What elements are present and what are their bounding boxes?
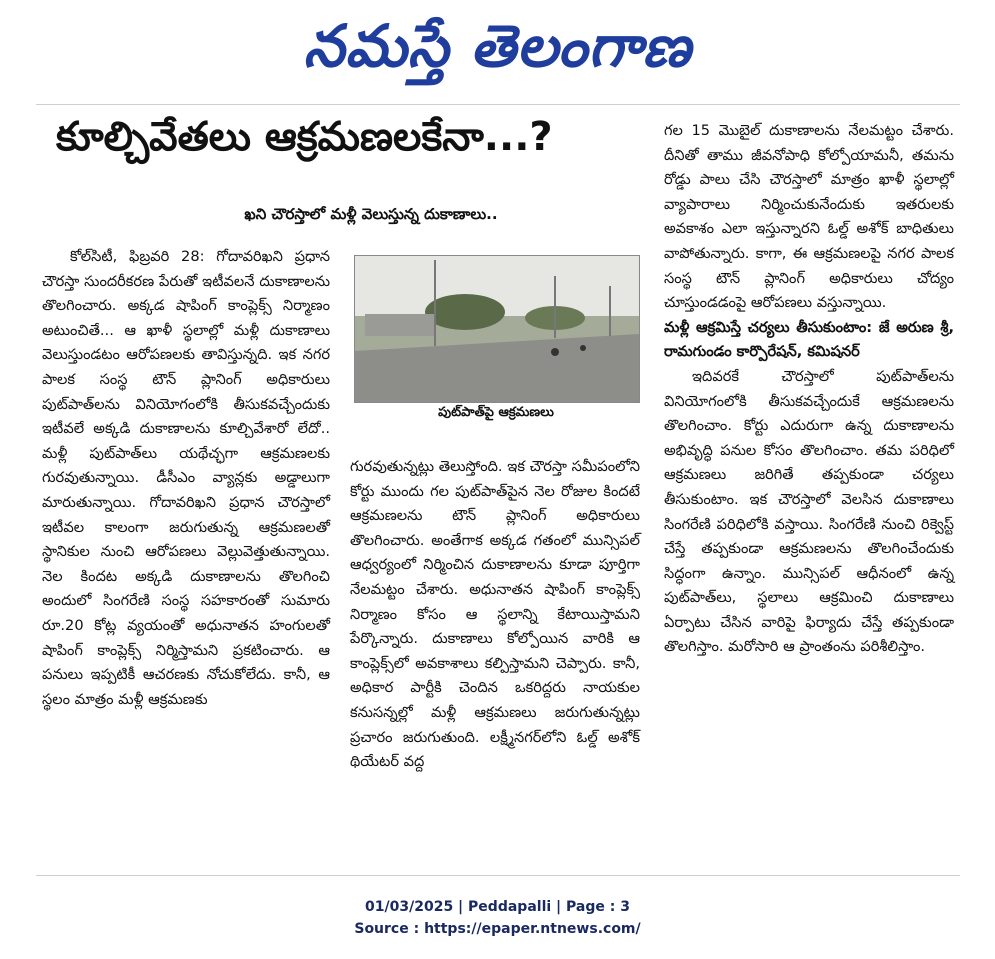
column-3-text-2: ఇదివరకే చౌరస్తాలో పుట్‌పాత్‌లను వినియోగంలోకి తీసుకవచ్చేందుకే ఆక్రమణలను తొలగించాం. కోర్టు ఎదురుగా ఉన్న దుకాణాలను అభివృద్ధి పనుల కోసం తొలగించాం. తమ పరిధిలో ఆక్రమణలు జరిగితే తప్పకుండా చర్యలు తీసుకుంటాం. ఇక చౌరస్తాలో వెలసిన దుకాణాలు సింగరేణి పరిధిలోకి వస్తాయి. సింగరేణి నుంచి రిక్వెస్ట్ చేస్తే తప్పకుండా ఆక్రమణలను తొలగించేందుకు సిద్ధంగా ఉన్నాం. మున్సిపల్ ఆధీనంలో ఉన్న పుట్‌పాత్‌లు, స్థలాలు ఆక్రమించి దుకాణాలు ఏర్పాటు చేసిన వారిపై ఫిర్యాదు చేస్తే తప్పకుండా తొలగిస్తాం. మరోసారి ఆ ప్రాంతంను పరిశీలిస్తాం. bbox=[664, 367, 954, 656]
photo-stalls bbox=[365, 314, 435, 336]
photo-caption: పుట్‌పాత్‌పై ఆక్రమణలు bbox=[438, 405, 554, 420]
footer bbox=[0, 896, 995, 940]
masthead bbox=[0, 6, 995, 86]
photo-bike-2 bbox=[580, 345, 586, 351]
footer-source: Source : https://epaper.ntnews.com/ bbox=[354, 921, 641, 937]
street-photo-image bbox=[355, 256, 639, 402]
column-1 bbox=[42, 245, 330, 712]
column-3-text-1: గల 15 మొబైల్ దుకాణాలను నేలమట్టం చేశారు. దీనితో తాము జీవనోపాధి కోల్పోయామనీ, తమను రోడ్డు పాలు చేసి చౌరస్తాలో మాత్రం ఖాళీ స్థలాల్లో వ్యాపారాలు నిర్మించుకునేందుకు ఇతరులకు అవకాశం ఎలా ఇస్తున్నారని ఓల్డ్ అశోక్ బాధితులు వాపోతున్నారు. కాగా, ఈ ఆక్రమణలపై నగర పాలక సంస్థ టౌన్ ప్లానింగ్ అధికారులు చోద్యం చూస్తుండడంపై ఆరోపణలు వస్తున్నాయి. bbox=[664, 122, 954, 312]
photo-tree bbox=[425, 294, 505, 330]
newspaper-title: నమస్తే తెలంగాణ bbox=[303, 12, 692, 80]
column-3 bbox=[664, 119, 954, 660]
footer-date-edition: 01/03/2025 | Peddapalli | Page : 3 bbox=[365, 899, 630, 915]
commissioner-quote-heading: మళ్లీ ఆక్రమిస్తే చర్యలు తీసుకుంటాం: జే అరుణ శ్రీ, రామగుండం కార్పొరేషన్, కమిషనర్ bbox=[664, 318, 954, 361]
column-1-text: కోల్‌సిటీ, ఫిబ్రవరి 28: గోదావరిఖని ప్రధాన చౌరస్తా సుందరీకరణ పేరుతో ఇటీవలనే దుకాణాలను తొలగించారు. అక్కడ షాపింగ్ కాంప్లెక్స్ నిర్మాణం అటుంచితే... ఆ ఖాళీ స్థలాల్లో మళ్లీ దుకాణాలు వెలుస్తుండటం ఆరోపణలకు తావిస్తున్నది. ఇక నగర పాలక సంస్థ టౌన్ ప్లానింగ్ అధికారులు పుట్‌పాత్‌లను వినియోగంలోకి తీసుకవచ్చేందుకు ఇటీవలే అక్కడి దుకాణాలను కూల్చివేశారో లేదో.. మళ్లీ పుట్‌పాత్‌లు యథేచ్ఛగా ఆక్రమణలకు గురవుతున్నాయి. డీసీఎం వ్యాన్లకు అడ్డాలుగా మారుతున్నాయి. గోదావరిఖని ప్రధాన చౌరస్తాలో ఇటీవల కాలంగా జరుగుతున్న ఆక్రమణలతో స్థానికుల నుంచి ఆరోపణలు వెల్లువెత్తుతున్నాయి. నెల కిందట అక్కడి దుకాణాలను తొలగించి అందులో సింగరేణి సంస్థ సహకారంతో సుమారు రూ.20 కోట్ల వ్యయంతో అధునాతన హంగులతో షాపింగ్ కాంప్లెక్స్ నిర్మిస్తామని ప్రకటించారు. ఆ పనులు ఇప్పటికీ ఆచరణకు నోచుకోలేదు. కానీ, ఆ స్థలం మాత్రం మళ్లీ ఆక్రమణకు bbox=[42, 248, 330, 708]
subheadline: ఖని చౌరస్తాలో మళ్లీ వెలుస్తున్న దుకాణాలు.. bbox=[244, 205, 498, 223]
news-photo bbox=[354, 255, 640, 403]
article-clip bbox=[36, 104, 960, 876]
column-2 bbox=[350, 455, 640, 775]
column-2-text: గురవుతున్నట్లు తెలుస్తోంది. ఇక చౌరస్తా సమీపంలోని కోర్టు ముందు గల పుట్‌పాత్‌పైన నెల రోజుల కిందటే ఆక్రమణలను టౌన్ ప్లానింగ్ అధికారులు తొలగించారు. అంతేగాక అక్కడ గతంలో మున్సిపల్ ఆధ్వర్యంలో నిర్మించిన దుకాణాలను కూడా పూర్తిగా నేలమట్టం చేశారు. అధునాతన షాపింగ్ కాంప్లెక్స్ నిర్మాణం కోసం ఆ స్థలాన్ని కేటాయిస్తామని పేర్కొన్నారు. దుకాణాలు కోల్పోయిన వారికి ఆ కాంప్లెక్స్‌లో అవకాశాలు కల్పిస్తామని చెప్పారు. కానీ, అధికార పార్టీకి చెందిన ఒకరిద్దరు నాయకుల కనుసన్నల్లో మళ్లీ ఆక్రమణలు జరుగుతున్నట్లు ప్రచారం జరుగుతుంది. లక్ష్మీనగర్‌లోని ఓల్డ్ అశోక్ థియేటర్ వద్ద bbox=[350, 458, 640, 771]
headline: కూల్చివేతలు ఆక్రమణలకేనా...? bbox=[56, 114, 553, 160]
photo-bike bbox=[551, 348, 559, 356]
